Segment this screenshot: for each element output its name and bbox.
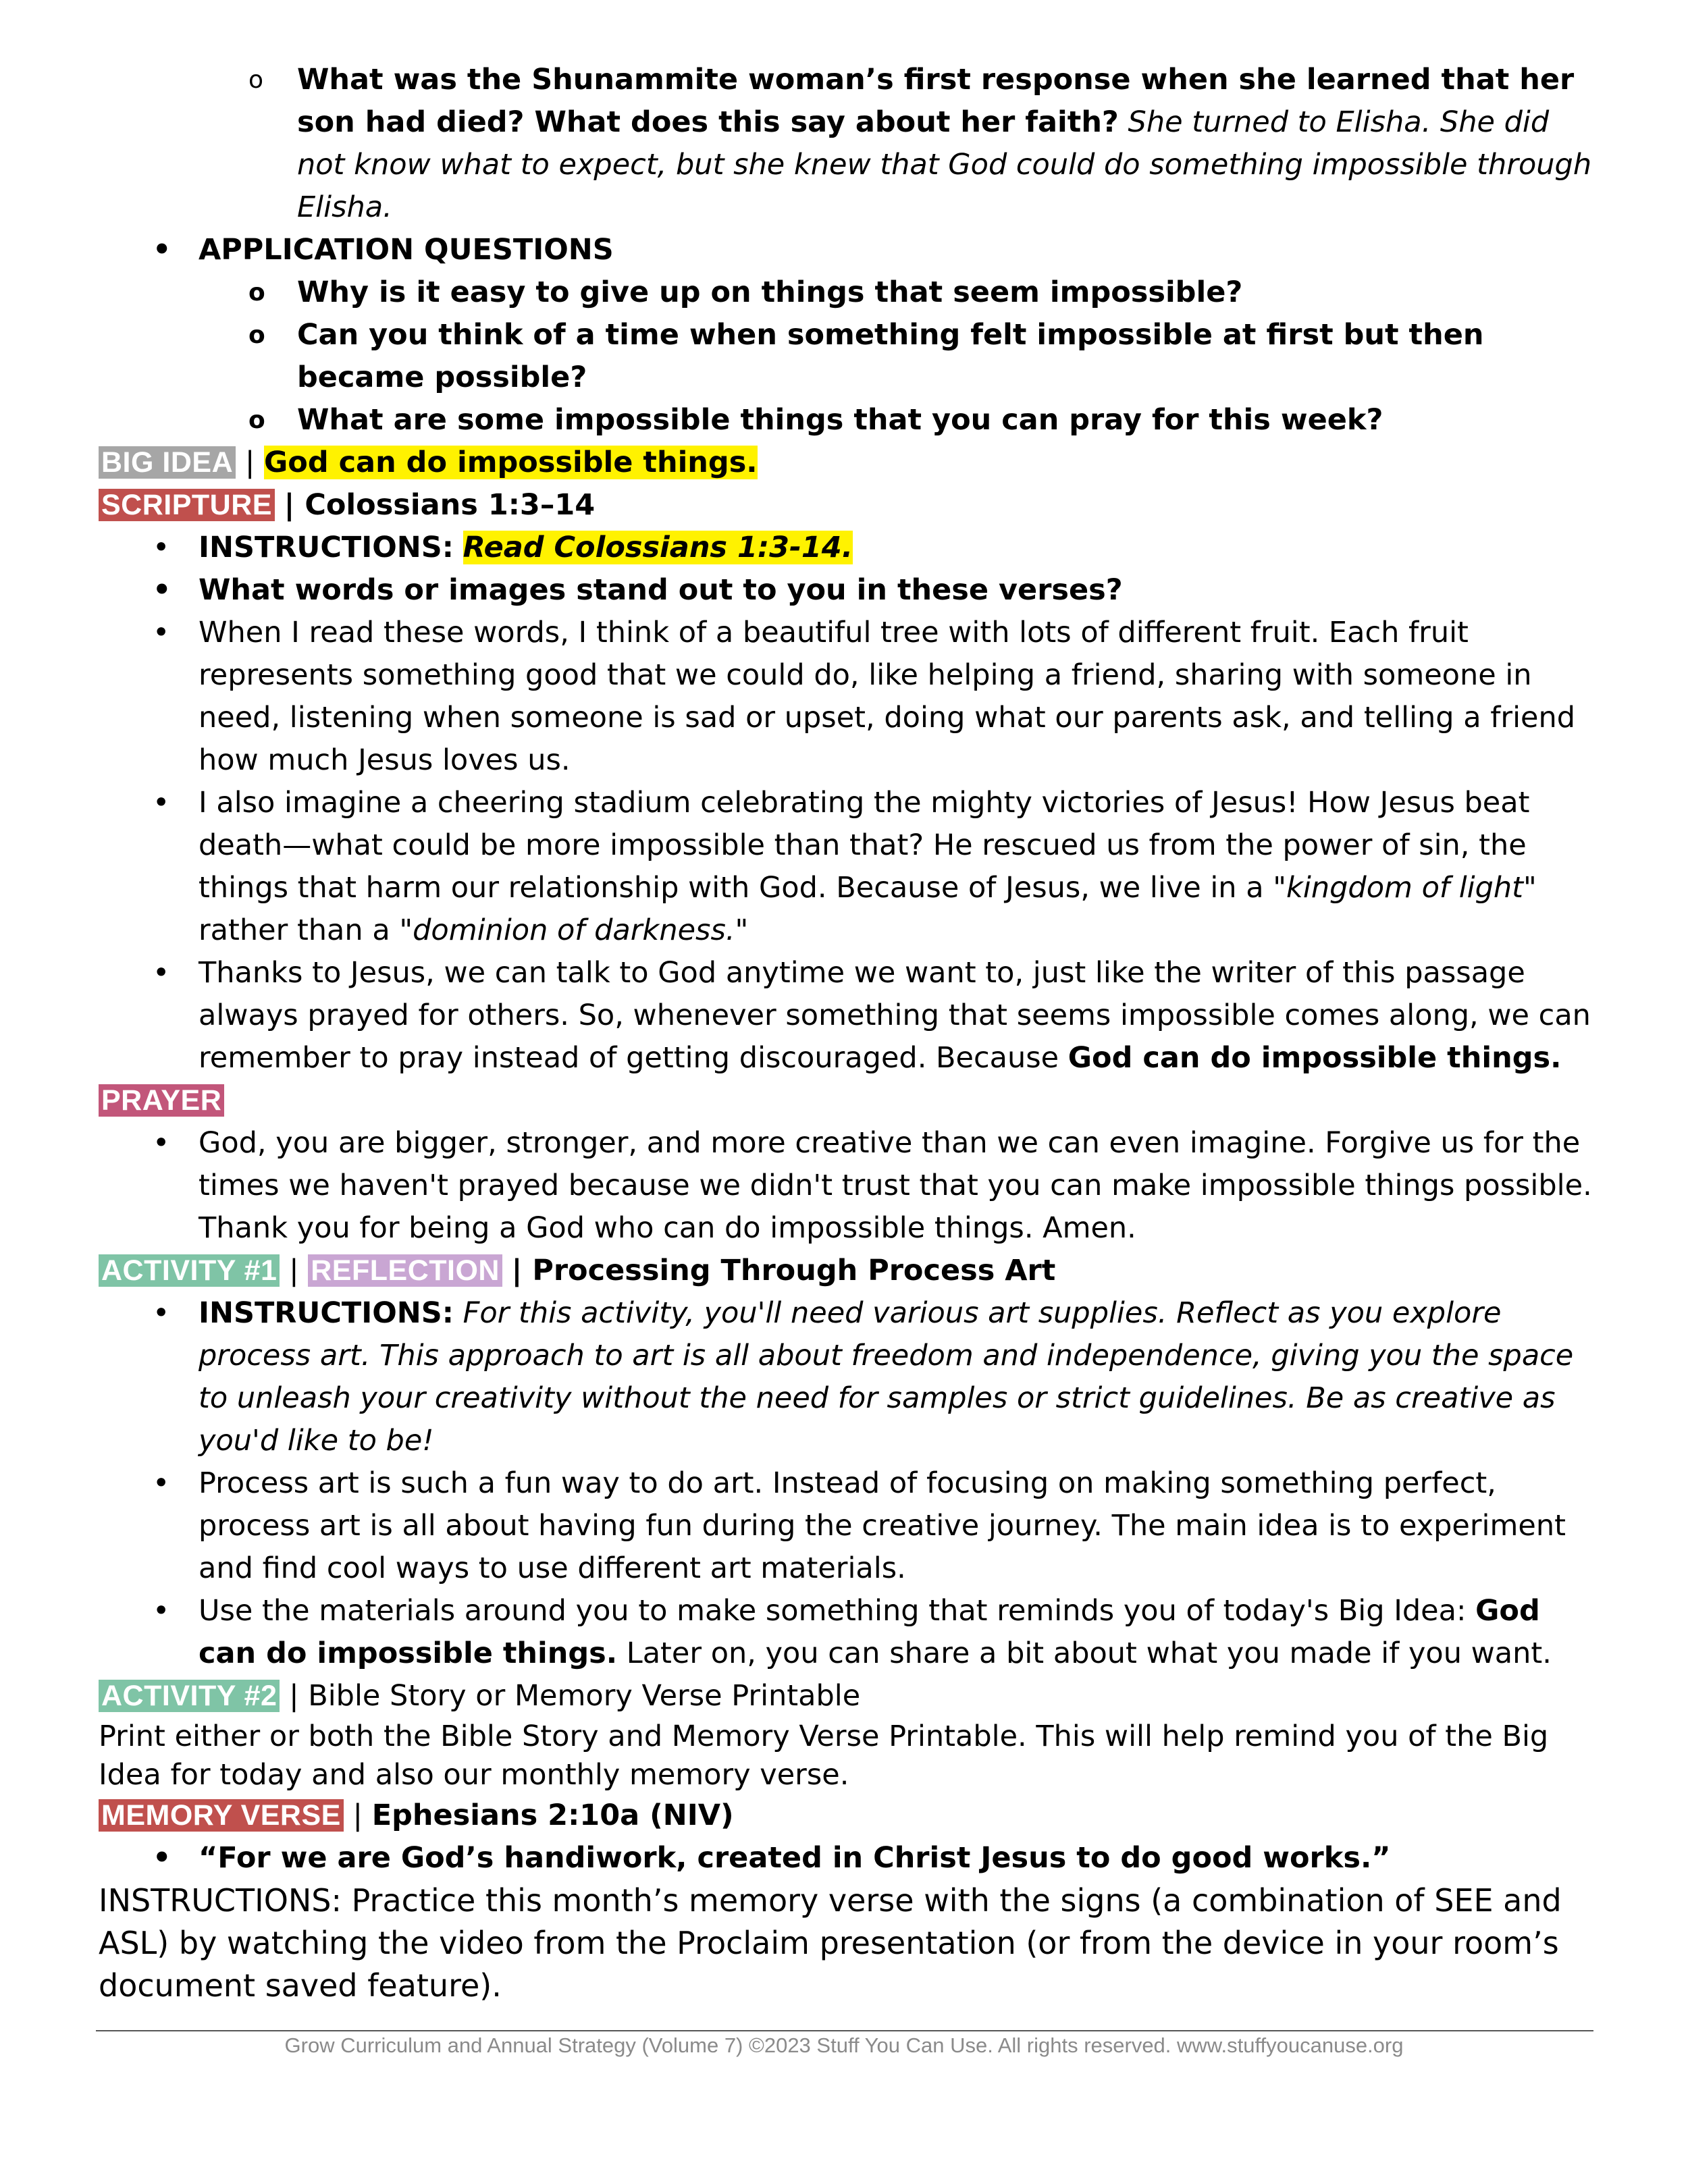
scripture-question: • What words or images stand out to you in these verses? (99, 569, 1604, 612)
scripture-reference: | Colossians 1:3–14 (284, 488, 596, 522)
activity1-big-idea: God can do impossible things. (199, 1594, 1540, 1670)
application-question-3: o What are some impossible things that you can pray for this week? (99, 399, 1604, 442)
big-idea-text: God can do impossible things. (263, 446, 758, 479)
para3-big-idea: God can do impossible things. (1067, 1041, 1562, 1075)
para3-part-a: Thanks to Jesus, we can talk to God anytime we want to, just like the writer of this passage always prayed for others. So, whenever something that seems impossible comes along, we can remember to pray instead of getting discouraged. Because (199, 956, 1591, 1075)
footer-divider (96, 2030, 1593, 2031)
activity1-para2-c: Later on, you can share a bit about what you made if you want. (617, 1636, 1552, 1670)
activity2-title: | Bible Story or Memory Verse Printable (289, 1679, 861, 1713)
prayer-line (99, 1080, 1604, 1122)
application-heading: • APPLICATION QUESTIONS (99, 229, 1604, 271)
activity1-line (99, 1250, 1604, 1292)
prayer-label: PRAYER (99, 1084, 224, 1117)
page-footer: Grow Curriculum and Annual Strategy (Volume 7) ©2023 Stuff You Can Use. All rights reserved. www.stuffyoucanuse.org (284, 2033, 1404, 2057)
scripture-paragraph-3 (99, 952, 1604, 1080)
activity1-instructions-text: For this activity, you'll need various art supplies. Reflect as you explore process art. This approach to art is all about freedom and independence, giving you the space to unleash your creativity without the need for samples or strict guidelines. Be as creative as you'd like to be! (199, 1296, 1574, 1458)
activity1-para2-a: Use the materials around you to make something that reminds you of today's Big Idea: (199, 1594, 1476, 1628)
memory-verse-label: MEMORY VERSE (99, 1799, 344, 1832)
reflection-label: REFLECTION (308, 1254, 502, 1287)
scripture-paragraph-1: • When I read these words, I think of a beautiful tree with lots of different fruit. Each fruit represents something good that we could do, like helping a friend, sharing with someone in need, listening when someone is sad or upset, doing what our parents ask, and telling a friend how much Jesus loves us. (99, 612, 1604, 782)
kingdom-of-light: kingdom of light (1286, 871, 1524, 905)
memory-verse-text: • “For we are God’s handiwork, created in Christ Jesus to do good works.” (99, 1837, 1604, 1880)
instructions-text: Read Colossians 1:3-14. (463, 531, 853, 564)
para2-part-a: I also imagine a cheering stadium celebrating the mighty victories of Jesus! How Jesus beat death—what could be more impossible than that? He rescued us from the power of sin, the things that harm our relationship with God. Because of Jesus, we live in a " (199, 786, 1530, 905)
memory-verse-separator: | (352, 1799, 363, 1832)
dominion-of-darkness: dominion of darkness. (413, 913, 735, 947)
instructions-label: INSTRUCTIONS: (199, 531, 454, 564)
big-idea-label: BIG IDEA (99, 446, 236, 479)
activity1-paragraph-1: • Process art is such a fun way to do art. Instead of focusing on making something perfect, process art is all about having fun during the creative journey. The main idea is to experiment and find cool ways to use different art materials. (99, 1462, 1604, 1590)
question-text: What was the Shunammite woman’s first response when she learned that her son had died? What does this say about her faith? (297, 63, 1575, 139)
activity2-text: Print either or both the Bible Story and Memory Verse Printable. This will help remind you of the Big Idea for today and also our monthly memory verse. (99, 1720, 1549, 1792)
memory-verse-line (99, 1794, 1604, 1837)
big-idea-separator: | (244, 446, 255, 479)
scripture-instructions (99, 527, 1604, 569)
discussion-question (99, 59, 1604, 229)
answer-text: She turned to Elisha. She did not know what to expect, but she knew that God could do something impossible through Elisha. (297, 105, 1592, 224)
activity1-paragraph-2 (99, 1590, 1604, 1675)
activity1-label: ACTIVITY #1 (99, 1254, 280, 1287)
activity1-instructions-label: INSTRUCTIONS: (199, 1296, 454, 1330)
memory-verse-reference: Ephesians 2:10a (NIV) (371, 1799, 734, 1832)
memory-verse-instructions: INSTRUCTIONS: Practice this month’s memory verse with the signs (a combination of SEE and ASL) by watching the video from the Proclaim presentation (or from the device in your room’s document saved feature). (99, 1882, 1562, 2004)
application-question-2: o Can you think of a time when something felt impossible at first but then became possible? (99, 314, 1604, 399)
para2-part-c: " rather than a " (199, 871, 1537, 947)
activity2-label: ACTIVITY #2 (99, 1680, 280, 1712)
activity2-line (99, 1675, 1604, 1717)
activity1-title: | Processing Through Process Art (511, 1254, 1056, 1287)
scripture-line (99, 484, 1604, 527)
big-idea-line (99, 442, 1604, 484)
lesson-content (99, 59, 1604, 2007)
application-question-1: o Why is it easy to give up on things that seem impossible? (99, 271, 1604, 314)
activity1-instructions (99, 1292, 1604, 1462)
scripture-paragraph-2 (99, 782, 1604, 952)
para2-part-e: " (735, 913, 749, 947)
activity1-separator: | (289, 1254, 299, 1287)
scripture-label: SCRIPTURE (99, 489, 275, 521)
prayer-text: • God, you are bigger, stronger, and more creative than we can even imagine. Forgive us for the times we haven't prayed because we didn't trust that you can make impossible things possible. Thank you for being a God who can do impossible things. Amen. (99, 1122, 1604, 1250)
